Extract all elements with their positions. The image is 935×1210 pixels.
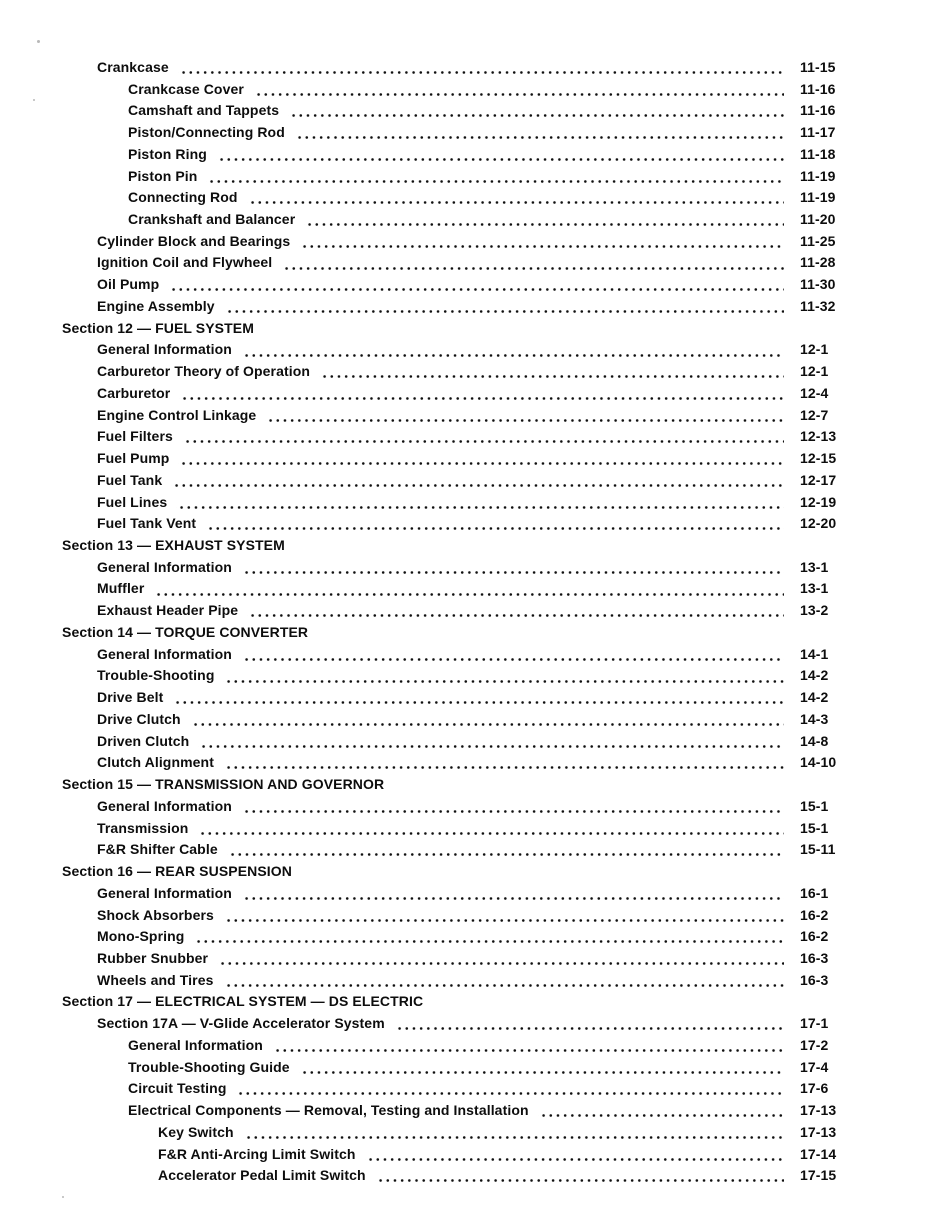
toc-entry [0, 578, 852, 600]
toc-entry [0, 643, 852, 665]
dot-leader [227, 838, 784, 860]
toc-entry-label: Piston/Connecting Rod [128, 124, 285, 141]
toc-entry-page: 13-2 [800, 602, 829, 619]
toc-entry-page: 11-19 [800, 167, 836, 184]
toc-entry-label: Section 13 — EXHAUST SYSTEM [62, 537, 285, 554]
dot-leader [304, 208, 784, 230]
dot-leader [182, 425, 784, 447]
toc-entry-page: 15-11 [800, 841, 836, 858]
toc-entry [0, 795, 852, 817]
toc-entry [0, 425, 852, 447]
toc-entry [0, 752, 852, 774]
toc-entry-label: Drive Belt [97, 689, 164, 706]
dot-leader [538, 1099, 784, 1121]
toc-entry-page: 17-4 [800, 1058, 829, 1075]
toc-entry-label: Connecting Rod [128, 189, 238, 206]
toc-entry [0, 1143, 852, 1165]
dot-leader [223, 752, 784, 774]
toc-entry [0, 447, 852, 469]
toc-entry-page: 11-17 [800, 124, 836, 141]
toc-entry-page: 12-19 [800, 493, 837, 510]
dot-leader [241, 339, 784, 361]
dot-leader [198, 730, 784, 752]
toc-entry [0, 491, 852, 513]
toc-entry-label: Engine Assembly [97, 297, 215, 314]
toc-entry-label: Trouble-Shooting Guide [128, 1058, 290, 1075]
toc-entry-label: Section 17A — V-Glide Accelerator System [97, 1015, 385, 1032]
dot-leader [206, 165, 784, 187]
dot-leader [294, 121, 784, 143]
scan-speck [37, 40, 40, 43]
toc-entry-page: 12-13 [800, 428, 837, 445]
toc-entry-page: 15-1 [800, 797, 829, 814]
toc-entry-page: 12-15 [800, 450, 837, 467]
toc-entry-label: Camshaft and Tappets [128, 102, 280, 119]
dot-leader [168, 273, 784, 295]
toc-entry [0, 469, 852, 491]
toc-entry-label: General Information [97, 558, 232, 575]
toc-entry-page: 17-1 [800, 1015, 829, 1032]
toc-entry-label: General Information [128, 1036, 263, 1053]
toc-entry-page: 14-2 [800, 689, 829, 706]
toc-entry-label: Clutch Alignment [97, 754, 214, 771]
toc-entry-label: Cylinder Block and Bearings [97, 232, 291, 249]
toc-entry [0, 165, 852, 187]
toc-entry-label: Section 17 — ELECTRICAL SYSTEM — DS ELECTRIC [62, 993, 424, 1010]
toc-section-heading [0, 991, 852, 1013]
toc-entry-label: General Information [97, 645, 232, 662]
dot-leader [216, 143, 784, 165]
toc-entry-label: Wheels and Tires [97, 971, 214, 988]
toc-entry-page: 11-16 [800, 102, 836, 119]
dot-leader [299, 1056, 784, 1078]
toc-entry-label: Oil Pump [97, 276, 160, 293]
toc-entry [0, 686, 852, 708]
toc-entry-page: 16-2 [800, 928, 829, 945]
toc-entry-page: 17-13 [800, 1123, 837, 1140]
toc-entry-page: 14-3 [800, 710, 829, 727]
toc-entry-page: 13-1 [800, 558, 829, 575]
toc-entry-label: Electrical Components — Removal, Testing and Installation [128, 1102, 529, 1119]
toc-entry-label: General Information [97, 341, 232, 358]
toc-entry-page: 11-15 [800, 58, 836, 75]
toc-entry-page: 11-18 [800, 145, 836, 162]
toc-entry-page: 12-20 [800, 515, 837, 532]
toc-entry [0, 708, 852, 730]
toc-entry-page: 11-19 [800, 189, 836, 206]
toc-entry-label: General Information [97, 884, 232, 901]
toc-entry [0, 56, 852, 78]
dot-leader [247, 186, 785, 208]
dot-leader [223, 665, 784, 687]
toc-entry [0, 230, 852, 252]
dot-leader [241, 882, 784, 904]
toc-entry-page: 17-6 [800, 1080, 829, 1097]
toc-entry [0, 882, 852, 904]
toc-entry [0, 838, 852, 860]
toc-entry-page: 11-25 [800, 232, 836, 249]
toc-entry [0, 730, 852, 752]
toc-entry-label: Carburetor Theory of Operation [97, 363, 311, 380]
dot-leader [217, 947, 784, 969]
toc-section-heading [0, 773, 852, 795]
toc-entry-label: Engine Control Linkage [97, 406, 257, 423]
toc-entry-label: Mono-Spring [97, 928, 185, 945]
toc-entry-label: Driven Clutch [97, 732, 190, 749]
dot-leader [178, 56, 784, 78]
toc-entry-label: Crankshaft and Balancer [128, 211, 296, 227]
dot-leader [288, 99, 784, 121]
toc-entry [0, 1056, 852, 1078]
dot-leader [176, 491, 784, 513]
toc-entry-label: Trouble-Shooting [97, 667, 215, 684]
dot-leader [319, 360, 784, 382]
toc-entry [0, 969, 852, 991]
toc-entry [0, 556, 852, 578]
toc-entry-page: 11-32 [800, 297, 836, 314]
toc-entry-label: Piston Pin [128, 167, 198, 184]
scan-speck [62, 1196, 64, 1198]
toc-entry-page: 17-15 [800, 1167, 837, 1184]
toc-entry-label: Exhaust Header Pipe [97, 602, 239, 619]
dot-leader [243, 1121, 784, 1143]
toc-entry-page: 13-1 [800, 580, 829, 597]
toc-entry [0, 143, 852, 165]
toc-entry [0, 252, 852, 274]
dot-leader [253, 78, 784, 100]
dot-leader [193, 925, 784, 947]
toc-entry-label: Section 12 — FUEL SYSTEM [62, 319, 254, 336]
toc-entry [0, 925, 852, 947]
toc-entry-page: 12-17 [800, 471, 837, 488]
dot-leader [179, 382, 784, 404]
toc-entry-page: 11-16 [800, 80, 836, 97]
dot-leader [272, 1034, 784, 1056]
toc-entry [0, 360, 852, 382]
dot-leader [241, 643, 784, 665]
dot-leader [205, 512, 784, 534]
dot-leader [224, 295, 784, 317]
dot-leader [247, 599, 784, 621]
dot-leader [241, 795, 784, 817]
toc-entry-page: 17-13 [800, 1102, 837, 1119]
toc-entry [0, 208, 852, 230]
toc-entry-label: Key Switch [158, 1123, 234, 1140]
toc-entry-page: 17-14 [800, 1145, 837, 1162]
toc-entry-page: 16-1 [800, 884, 829, 901]
toc-entry-label: Section 16 — REAR SUSPENSION [62, 863, 292, 880]
toc-entry [0, 1012, 852, 1034]
toc-entry [0, 512, 852, 534]
toc-entry-label: Accelerator Pedal Limit Switch [158, 1167, 366, 1184]
toc-entry-page: 11-20 [800, 211, 836, 227]
toc-entry-label: General Information [97, 797, 232, 814]
toc-entry-label: Fuel Filters [97, 428, 173, 445]
toc-entry-label: Fuel Pump [97, 450, 170, 467]
toc-entry-label: Crankcase Cover [128, 80, 244, 97]
dot-leader [171, 469, 784, 491]
dot-leader [197, 817, 784, 839]
toc-entry [0, 1078, 852, 1100]
dot-leader [281, 252, 784, 274]
toc-entry-label: Circuit Testing [128, 1080, 227, 1097]
toc-entry [0, 295, 852, 317]
toc-entry [0, 78, 852, 100]
toc-entry [0, 904, 852, 926]
toc-entry-label: Transmission [97, 819, 189, 836]
toc-entry-page: 12-1 [800, 363, 829, 380]
toc-entry [0, 1099, 852, 1121]
toc-entry-page: 17-2 [800, 1036, 829, 1053]
toc-entry-label: Muffler [97, 580, 145, 597]
toc-entry [0, 99, 852, 121]
toc-list [0, 56, 852, 1186]
toc-entry [0, 817, 852, 839]
toc-entry [0, 1164, 852, 1186]
toc-entry-page: 11-30 [800, 276, 836, 293]
toc-entry [0, 947, 852, 969]
toc-entry-label: Fuel Lines [97, 493, 168, 510]
dot-leader [365, 1143, 785, 1165]
toc-section-heading [0, 534, 852, 556]
dot-leader [223, 904, 784, 926]
toc-entry [0, 339, 852, 361]
toc-entry [0, 273, 852, 295]
toc-entry-page: 11-28 [800, 254, 836, 271]
toc-entry-page: 14-1 [800, 645, 829, 662]
toc-entry-label: F&R Shifter Cable [97, 841, 218, 858]
dot-leader [394, 1012, 784, 1034]
dot-leader [223, 969, 785, 991]
toc-entry-label: Rubber Snubber [97, 949, 209, 966]
toc-entry [0, 1121, 852, 1143]
toc-entry-label: Piston Ring [128, 145, 207, 162]
toc-entry-page: 15-1 [800, 819, 829, 836]
toc-entry-page: 16-2 [800, 906, 829, 923]
toc-entry [0, 382, 852, 404]
toc-entry-label: Drive Clutch [97, 710, 181, 727]
toc-entry [0, 665, 852, 687]
toc-entry-label: Shock Absorbers [97, 906, 214, 923]
toc-section-heading [0, 860, 852, 882]
dot-leader [153, 578, 784, 600]
toc-entry [0, 404, 852, 426]
toc-entry [0, 599, 852, 621]
toc-entry-label: Crankcase [97, 58, 169, 75]
toc-entry-page: 12-1 [800, 341, 829, 358]
dot-leader [172, 686, 784, 708]
dot-leader [375, 1164, 784, 1186]
toc-entry-label: Section 14 — TORQUE CONVERTER [62, 623, 309, 640]
toc-entry [0, 121, 852, 143]
toc-entry-page: 12-4 [800, 384, 829, 401]
dot-leader [190, 708, 784, 730]
toc-entry-label: Fuel Tank [97, 471, 163, 488]
toc-entry-page: 14-8 [800, 732, 829, 749]
toc-entry-label: F&R Anti-Arcing Limit Switch [158, 1145, 356, 1162]
toc-section-heading [0, 621, 852, 643]
dot-leader [235, 1078, 784, 1100]
toc-entry-page: 16-3 [800, 971, 829, 988]
toc-entry-page: 14-10 [800, 754, 837, 771]
dot-leader [265, 404, 784, 426]
toc-entry-page: 12-7 [800, 406, 829, 423]
dot-leader [299, 230, 784, 252]
toc-entry-label: Fuel Tank Vent [97, 515, 197, 532]
toc-entry-label: Section 15 — TRANSMISSION AND GOVERNOR [62, 776, 385, 793]
toc-entry [0, 186, 852, 208]
toc-entry-page: 14-2 [800, 667, 829, 684]
toc-entry-label: Carburetor [97, 384, 171, 401]
dot-leader [178, 447, 784, 469]
toc-entry [0, 1034, 852, 1056]
toc-section-heading [0, 317, 852, 339]
toc-entry-page: 16-3 [800, 949, 829, 966]
dot-leader [241, 556, 784, 578]
toc-entry-label: Ignition Coil and Flywheel [97, 254, 273, 271]
